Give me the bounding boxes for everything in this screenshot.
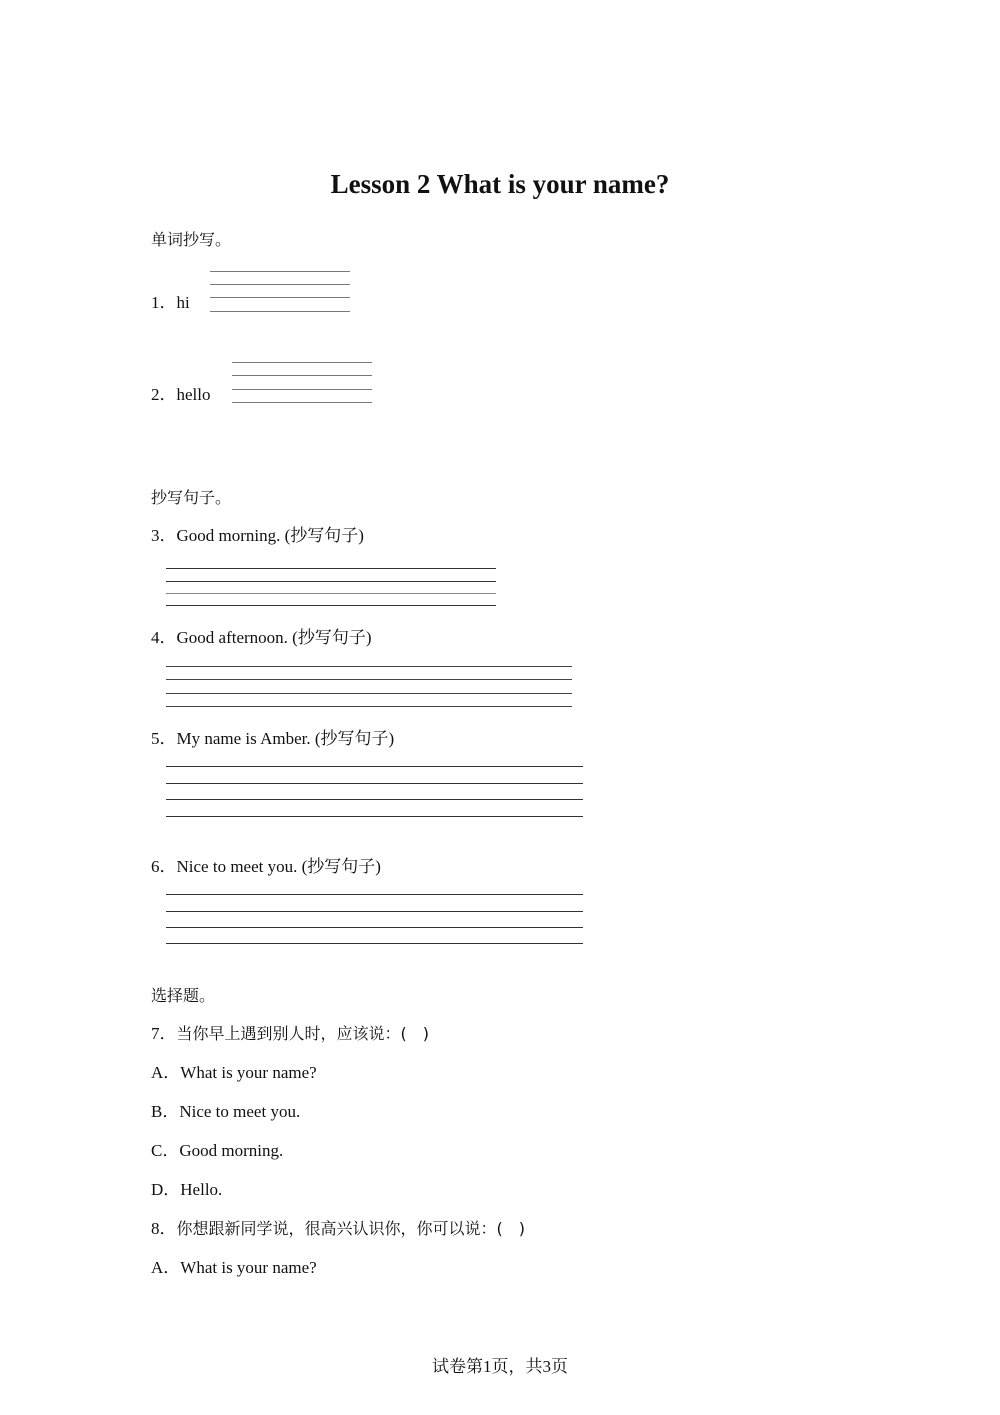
page-footer: 试卷第1页，共3页 [432,1357,568,1376]
writing-lines-2[interactable] [232,362,372,404]
writing-line [166,894,583,895]
writing-line [166,679,572,680]
writing-line [210,271,350,272]
writing-line [210,311,350,312]
question-3 [151,525,364,547]
option-label: A． [151,1063,181,1082]
option-text: Good morning. [179,1141,284,1160]
question-text: hi [176,293,190,312]
question-text: 你想跟新同学说，很高兴认识你，你可以说：( ) [176,1219,525,1238]
writing-line [166,766,583,767]
writing-line [232,375,372,376]
option-7a[interactable] [151,1062,317,1084]
question-number: 1． [151,293,177,312]
question-5 [151,728,394,750]
question-number: 6． [151,857,177,876]
writing-line [210,297,350,298]
question-number: 2． [151,385,177,404]
writing-line [166,693,572,694]
writing-line [166,816,583,817]
question-number: 3． [151,526,177,545]
writing-line [166,911,583,912]
writing-line [166,568,496,569]
writing-lines-6[interactable] [166,894,583,946]
section-heading-words: 单词抄写。 [151,230,232,249]
option-label: D． [151,1180,181,1199]
writing-line [232,402,372,403]
question-number: 4． [151,628,177,647]
option-8a[interactable] [151,1257,317,1279]
writing-line [166,605,496,606]
option-label: C． [151,1141,180,1160]
writing-line [166,943,583,944]
option-text: What is your name? [180,1258,317,1277]
question-2 [151,384,211,406]
question-number: 7． [151,1024,177,1043]
question-text: Nice to meet you. (抄写句子) [176,857,381,876]
question-number: 8． [151,1219,177,1238]
writing-line [166,666,572,667]
writing-line [166,799,583,800]
writing-line-red [166,593,496,594]
option-label: A． [151,1258,181,1277]
writing-line [232,362,372,363]
writing-line [232,389,372,390]
question-8 [151,1218,525,1240]
option-text: Hello. [180,1180,223,1199]
option-text: What is your name? [180,1063,317,1082]
section-heading-sentences: 抄写句子。 [151,488,232,507]
writing-line [166,783,583,784]
question-7 [151,1023,429,1045]
option-text: Nice to meet you. [179,1102,301,1121]
writing-lines-5[interactable] [166,766,583,818]
option-7b[interactable] [151,1101,300,1123]
writing-line [210,284,350,285]
writing-line [166,581,496,582]
writing-line [166,706,572,707]
writing-lines-3[interactable] [166,568,496,608]
writing-lines-4[interactable] [166,666,572,708]
question-text: Good morning. (抄写句子) [176,526,364,545]
question-text: My name is Amber. (抄写句子) [176,729,395,748]
writing-lines-1[interactable] [210,271,350,313]
question-text: hello [176,385,211,404]
option-7d[interactable] [151,1179,222,1201]
question-text: 当你早上遇到别人时，应该说：( ) [176,1024,429,1043]
section-heading-choice: 选择题。 [151,986,216,1005]
question-4 [151,627,372,649]
option-label: B． [151,1102,180,1121]
option-7c[interactable] [151,1140,283,1162]
question-text: Good afternoon. (抄写句子) [176,628,372,647]
question-number: 5． [151,729,177,748]
question-1 [151,292,190,314]
page-title: Lesson 2 What is your name? [330,169,670,199]
question-6 [151,856,381,878]
writing-line [166,927,583,928]
